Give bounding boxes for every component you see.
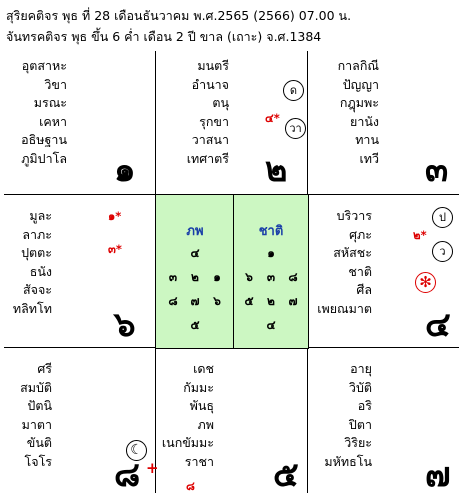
chati-number: ๒ [267,294,275,308]
chati-panel [233,194,309,349]
house-2 [155,51,307,194]
house-word: บริวาร [336,208,372,223]
bhava-number: ๖ [213,294,221,308]
house-word: อายุ [350,361,372,376]
chati-number: ๕ [244,294,254,308]
house-word: วิบัติ [348,379,372,395]
header-lunar-date: จันทรคติจร พุธ ขึ้น 6 ค่ำ เดือน 2 ปี ขาล (เถาะ) จ.ศ.1384 [6,29,322,44]
bhava-number: ๒ [191,270,199,284]
house-word: เดช [193,361,214,376]
chati-number: ๗ [288,294,298,308]
planet-circle-icon: ป [432,207,453,228]
chati-number: ๑ [267,246,275,260]
house-word: อำนาจ [191,76,229,92]
house-word: กฎุมพะ [339,95,379,110]
bhava-panel [155,194,235,349]
chati-number: ๔ [266,318,276,332]
house-word: วิริยะ [344,435,372,450]
house-word: อธิษฐาน [21,132,67,147]
house-word: มนตรี [197,58,229,73]
house-word: ทลิทโท [12,300,52,316]
house-number: ๗ [425,455,451,495]
house-number: ๖ [114,305,136,345]
house-word: ภพ [197,416,214,432]
house-word: เนกขัมมะ [161,435,214,450]
chati-number: ๓ [266,270,276,284]
house-word: ภูมิปาโล [21,150,67,166]
house-7 [307,347,459,493]
house-word: ตนุ [212,95,229,110]
house-word: กาลกิณี [337,58,379,73]
chati-number: ๘ [288,270,298,284]
house-word: กัมมะ [183,379,214,395]
house-number: ๒ [265,150,288,190]
house-word: ลาภะ [22,226,52,242]
house-word: ปิตา [348,416,372,432]
plus-mark: + [146,459,159,477]
house-word: สมบัติ [20,379,52,395]
moon-icon: ☾ [126,440,147,461]
horoscope-grid [4,51,459,493]
chati-number: ๖ [245,270,253,284]
asterisk-circle-icon: ✻ [415,272,436,293]
house-6 [4,194,155,347]
house-4 [307,194,459,347]
house-word: ราชา [184,453,214,469]
house-word: มหัทธโน [324,453,372,469]
house-word: ธนัง [29,263,52,279]
house-word: มาตา [21,416,52,432]
bhava-number: ๘ [168,294,178,308]
house-word: เทวี [359,150,379,166]
planet-mark: ๑* [108,209,122,223]
house-word: ชาติ [348,263,372,279]
house-word: อริ [357,398,372,413]
house-word: วิขา [44,76,67,92]
house-1 [4,51,155,194]
house-word: ขันติ [26,435,52,450]
house-word: ศรี [37,361,52,376]
house-word: สหัสชะ [333,245,372,260]
house-word: ศีล [356,282,372,297]
house-word: ทาน [355,132,379,147]
house-3 [307,51,459,194]
bhava-number: ๗ [190,294,200,308]
house-number: ๕ [273,455,299,495]
house-word: อุตสาหะ [21,58,67,73]
house-word: รุกขา [199,113,229,129]
house-number: ๘ [114,455,141,495]
bhava-number: ๕ [190,318,200,332]
house-word: โจโร [24,453,52,469]
planet-circle-icon: ด [283,80,304,101]
house-word: เทศาตรี [186,150,229,166]
house-word: มูละ [29,208,52,223]
planet-mark: ๘ [186,479,195,493]
house-word: พันธุ [189,398,214,413]
bhava-title: ภพ [186,224,204,239]
house-word: เคหา [39,113,67,129]
house-number: ๑ [114,150,136,190]
house-number: ๔ [425,305,451,345]
planet-mark: ๓* [108,242,122,256]
bhava-number: ๓ [168,270,178,284]
house-number: ๓ [425,150,449,190]
header-solar-date: สุริยคติจร พุธ ที่ 28 เดือนธันวาคม พ.ศ.2565 (2566) 07.00 น. [6,8,352,23]
house-word: ปัญญา [342,76,379,92]
chati-title: ชาติ [258,224,284,239]
planet-circle-icon: วา [285,118,306,139]
house-word: วาสนา [191,132,229,147]
house-word: ปุตตะ [21,245,52,260]
planet-circle-icon: ว [432,241,453,262]
house-word: สัจจะ [23,282,52,297]
house-word: ศุภะ [349,226,372,242]
house-word: มรณะ [33,95,67,110]
planet-mark: ๔* [265,111,280,125]
planet-mark: ๒* [413,228,427,242]
bhava-number: ๔ [190,246,200,260]
house-5 [155,347,307,493]
house-word: ยานัง [350,113,379,129]
house-word: ปัตนิ [27,398,52,413]
house-word: เพยณมาต [317,300,372,316]
bhava-number: ๑ [213,270,221,284]
house-8 [4,347,159,495]
